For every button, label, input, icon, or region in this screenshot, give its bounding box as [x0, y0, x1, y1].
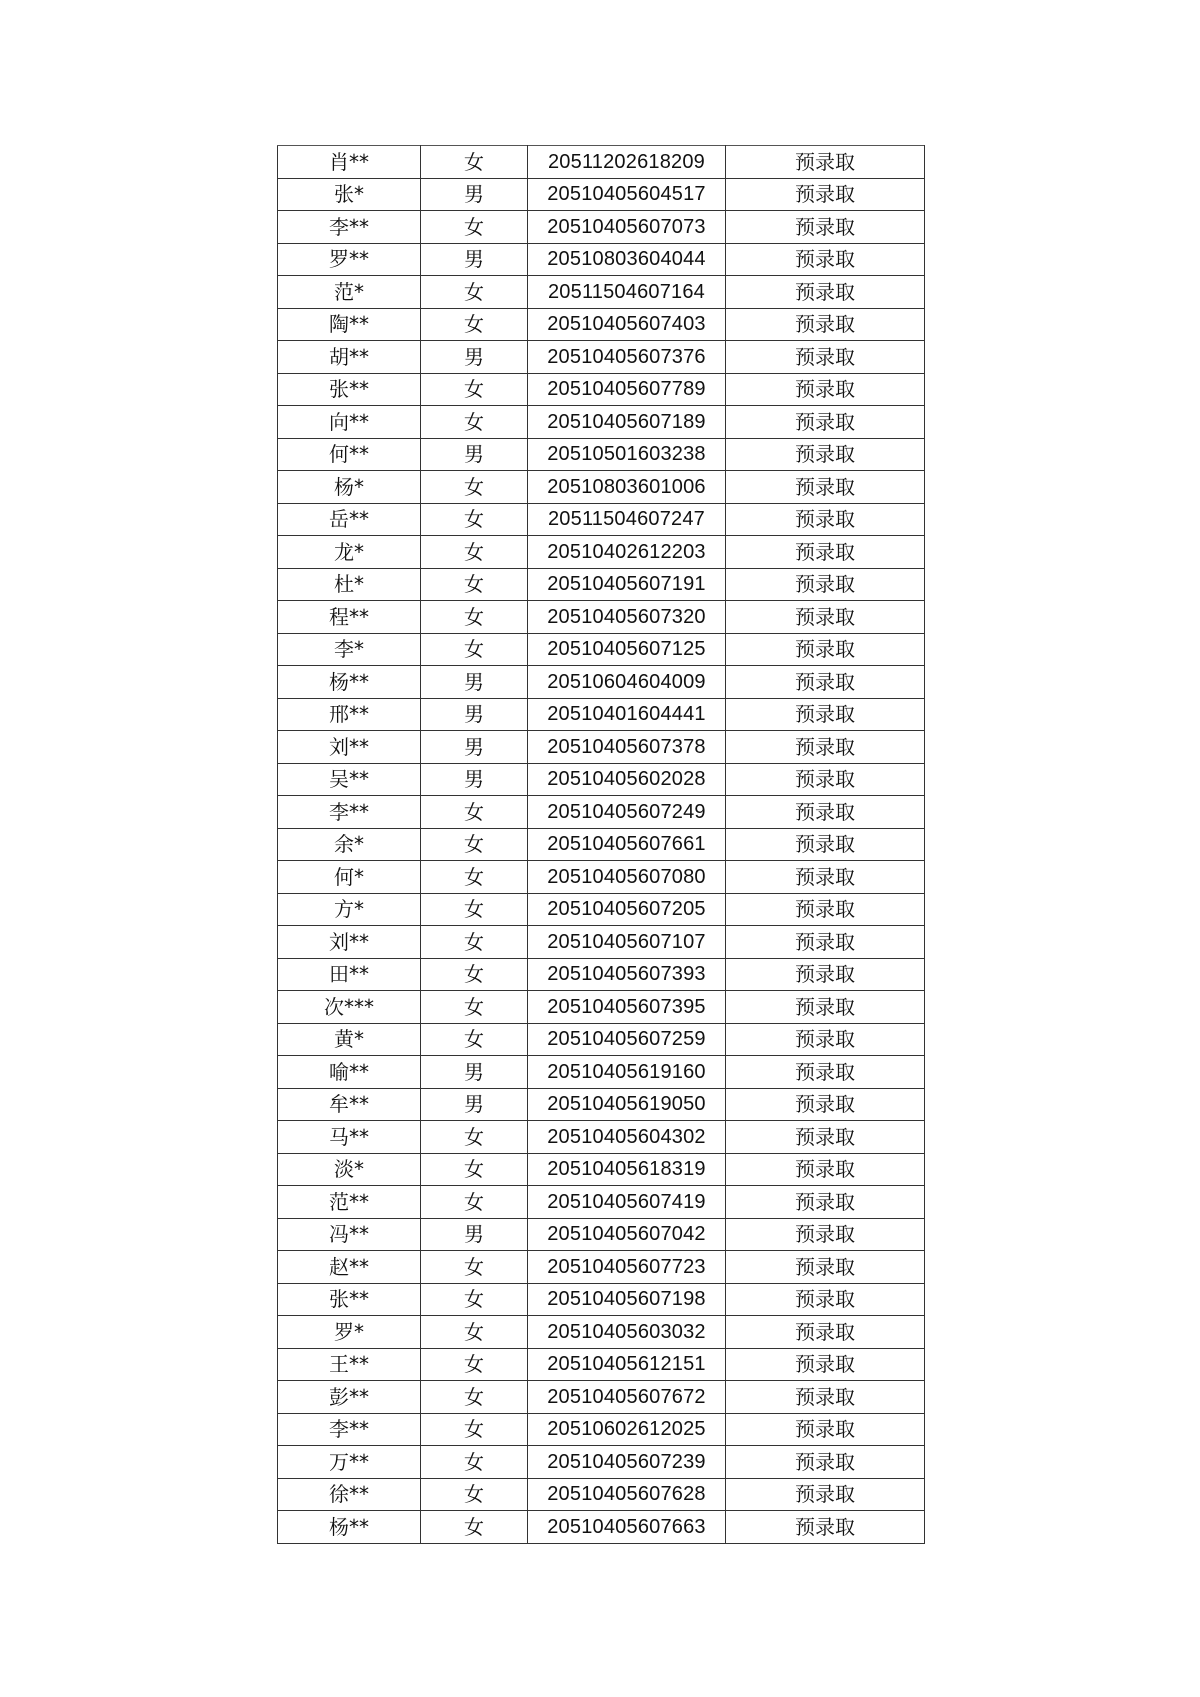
student-name-cell: 杨** [278, 1511, 421, 1544]
table-row [278, 1186, 925, 1219]
gender-cell: 女 [421, 861, 528, 894]
student-name-cell: 黄* [278, 1023, 421, 1056]
gender-cell: 女 [421, 991, 528, 1024]
candidate-number-cell: 20510803601006 [528, 471, 726, 504]
status-cell: 预录取 [726, 1283, 925, 1316]
gender-cell: 女 [421, 406, 528, 439]
gender-cell: 女 [421, 471, 528, 504]
status-cell: 预录取 [726, 568, 925, 601]
student-name-cell: 陶** [278, 308, 421, 341]
table-row [278, 276, 925, 309]
gender-cell: 女 [421, 601, 528, 634]
table-row [278, 341, 925, 374]
candidate-number-cell: 20510405607080 [528, 861, 726, 894]
candidate-number-cell: 20510405607395 [528, 991, 726, 1024]
student-name-cell: 李** [278, 1413, 421, 1446]
candidate-number-cell: 20510405607249 [528, 796, 726, 829]
gender-cell: 男 [421, 731, 528, 764]
student-name-cell: 牟** [278, 1088, 421, 1121]
student-name-cell: 冯** [278, 1218, 421, 1251]
status-cell: 预录取 [726, 926, 925, 959]
candidate-number-cell: 20510405619160 [528, 1056, 726, 1089]
table-row [278, 1056, 925, 1089]
table-row [278, 633, 925, 666]
table-row [278, 406, 925, 439]
student-name-cell: 范** [278, 1186, 421, 1219]
status-cell: 预录取 [726, 471, 925, 504]
candidate-number-cell: 20510405607320 [528, 601, 726, 634]
student-name-cell: 徐** [278, 1478, 421, 1511]
gender-cell: 男 [421, 438, 528, 471]
student-name-cell: 张** [278, 373, 421, 406]
gender-cell: 男 [421, 666, 528, 699]
status-cell: 预录取 [726, 1381, 925, 1414]
status-cell: 预录取 [726, 1023, 925, 1056]
table-row [278, 243, 925, 276]
admission-table [277, 145, 925, 1544]
student-name-cell: 李* [278, 633, 421, 666]
status-cell: 预录取 [726, 893, 925, 926]
candidate-number-cell: 20510405607042 [528, 1218, 726, 1251]
gender-cell: 女 [421, 1381, 528, 1414]
gender-cell: 女 [421, 633, 528, 666]
student-name-cell: 次*** [278, 991, 421, 1024]
gender-cell: 女 [421, 1283, 528, 1316]
student-name-cell: 刘** [278, 926, 421, 959]
student-name-cell: 余* [278, 828, 421, 861]
table-row [278, 601, 925, 634]
table-row [278, 308, 925, 341]
gender-cell: 男 [421, 341, 528, 374]
candidate-number-cell: 20510405607663 [528, 1511, 726, 1544]
gender-cell: 男 [421, 1088, 528, 1121]
gender-cell: 女 [421, 796, 528, 829]
candidate-number-cell: 20510604604009 [528, 666, 726, 699]
candidate-number-cell: 20510401604441 [528, 698, 726, 731]
student-name-cell: 杨** [278, 666, 421, 699]
student-name-cell: 方* [278, 893, 421, 926]
candidate-number-cell: 20510405607073 [528, 211, 726, 244]
table-row [278, 698, 925, 731]
student-name-cell: 马** [278, 1121, 421, 1154]
status-cell: 预录取 [726, 1121, 925, 1154]
status-cell: 预录取 [726, 731, 925, 764]
student-name-cell: 何* [278, 861, 421, 894]
student-name-cell: 李** [278, 211, 421, 244]
status-cell: 预录取 [726, 1511, 925, 1544]
admission-table-body [278, 146, 925, 1544]
table-row [278, 731, 925, 764]
status-cell: 预录取 [726, 1413, 925, 1446]
candidate-number-cell: 20510405607198 [528, 1283, 726, 1316]
candidate-number-cell: 20510405604302 [528, 1121, 726, 1154]
status-cell: 预录取 [726, 958, 925, 991]
candidate-number-cell: 20510405607376 [528, 341, 726, 374]
status-cell: 预录取 [726, 796, 925, 829]
gender-cell: 女 [421, 1446, 528, 1479]
table-row [278, 568, 925, 601]
status-cell: 预录取 [726, 178, 925, 211]
status-cell: 预录取 [726, 536, 925, 569]
candidate-number-cell: 20510405604517 [528, 178, 726, 211]
candidate-number-cell: 20510405607259 [528, 1023, 726, 1056]
status-cell: 预录取 [726, 991, 925, 1024]
student-name-cell: 刘** [278, 731, 421, 764]
student-name-cell: 罗** [278, 243, 421, 276]
table-row [278, 1218, 925, 1251]
candidate-number-cell: 20510405607239 [528, 1446, 726, 1479]
gender-cell: 女 [421, 536, 528, 569]
student-name-cell: 吴** [278, 763, 421, 796]
candidate-number-cell: 20510405607661 [528, 828, 726, 861]
student-name-cell: 肖** [278, 146, 421, 179]
candidate-number-cell: 20510405607628 [528, 1478, 726, 1511]
status-cell: 预录取 [726, 861, 925, 894]
status-cell: 预录取 [726, 601, 925, 634]
status-cell: 预录取 [726, 763, 925, 796]
status-cell: 预录取 [726, 633, 925, 666]
gender-cell: 女 [421, 893, 528, 926]
table-row [278, 796, 925, 829]
table-row [278, 146, 925, 179]
student-name-cell: 程** [278, 601, 421, 634]
gender-cell: 女 [421, 1251, 528, 1284]
gender-cell: 女 [421, 1186, 528, 1219]
candidate-number-cell: 20510501603238 [528, 438, 726, 471]
candidate-number-cell: 20510405607789 [528, 373, 726, 406]
student-name-cell: 向** [278, 406, 421, 439]
candidate-number-cell: 20510405607672 [528, 1381, 726, 1414]
table-row [278, 1088, 925, 1121]
table-row [278, 991, 925, 1024]
gender-cell: 男 [421, 1218, 528, 1251]
gender-cell: 女 [421, 276, 528, 309]
status-cell: 预录取 [726, 1186, 925, 1219]
gender-cell: 女 [421, 1121, 528, 1154]
table-row [278, 1283, 925, 1316]
gender-cell: 女 [421, 1153, 528, 1186]
gender-cell: 男 [421, 178, 528, 211]
table-row [278, 1478, 925, 1511]
status-cell: 预录取 [726, 406, 925, 439]
candidate-number-cell: 20510405607189 [528, 406, 726, 439]
status-cell: 预录取 [726, 1446, 925, 1479]
candidate-number-cell: 20510405612151 [528, 1348, 726, 1381]
table-row [278, 861, 925, 894]
student-name-cell: 田** [278, 958, 421, 991]
status-cell: 预录取 [726, 1478, 925, 1511]
table-row [278, 1413, 925, 1446]
gender-cell: 女 [421, 308, 528, 341]
candidate-number-cell: 20511504607247 [528, 503, 726, 536]
gender-cell: 女 [421, 828, 528, 861]
table-row [278, 536, 925, 569]
student-name-cell: 赵** [278, 1251, 421, 1284]
candidate-number-cell: 20510402612203 [528, 536, 726, 569]
student-name-cell: 张** [278, 1283, 421, 1316]
table-row [278, 1348, 925, 1381]
table-row [278, 471, 925, 504]
status-cell: 预录取 [726, 666, 925, 699]
student-name-cell: 何** [278, 438, 421, 471]
student-name-cell: 胡** [278, 341, 421, 374]
gender-cell: 男 [421, 1056, 528, 1089]
table-row [278, 828, 925, 861]
table-row [278, 1446, 925, 1479]
table-row [278, 1121, 925, 1154]
candidate-number-cell: 20510405607205 [528, 893, 726, 926]
status-cell: 预录取 [726, 211, 925, 244]
gender-cell: 女 [421, 958, 528, 991]
status-cell: 预录取 [726, 828, 925, 861]
status-cell: 预录取 [726, 1316, 925, 1349]
status-cell: 预录取 [726, 243, 925, 276]
gender-cell: 男 [421, 763, 528, 796]
table-row [278, 926, 925, 959]
candidate-number-cell: 20510602612025 [528, 1413, 726, 1446]
status-cell: 预录取 [726, 698, 925, 731]
student-name-cell: 杨* [278, 471, 421, 504]
table-row [278, 1023, 925, 1056]
gender-cell: 女 [421, 568, 528, 601]
status-cell: 预录取 [726, 308, 925, 341]
student-name-cell: 邢** [278, 698, 421, 731]
gender-cell: 女 [421, 926, 528, 959]
status-cell: 预录取 [726, 373, 925, 406]
student-name-cell: 李** [278, 796, 421, 829]
student-name-cell: 岳** [278, 503, 421, 536]
table-row [278, 958, 925, 991]
table-row [278, 666, 925, 699]
gender-cell: 女 [421, 1413, 528, 1446]
student-name-cell: 彭** [278, 1381, 421, 1414]
gender-cell: 女 [421, 1316, 528, 1349]
student-name-cell: 万** [278, 1446, 421, 1479]
gender-cell: 女 [421, 1511, 528, 1544]
candidate-number-cell: 20510405607378 [528, 731, 726, 764]
table-row [278, 503, 925, 536]
status-cell: 预录取 [726, 503, 925, 536]
table-row [278, 1316, 925, 1349]
gender-cell: 女 [421, 1478, 528, 1511]
candidate-number-cell: 20511504607164 [528, 276, 726, 309]
candidate-number-cell: 20510405602028 [528, 763, 726, 796]
table-row [278, 1251, 925, 1284]
student-name-cell: 王** [278, 1348, 421, 1381]
table-row [278, 1381, 925, 1414]
status-cell: 预录取 [726, 438, 925, 471]
gender-cell: 女 [421, 146, 528, 179]
table-row [278, 211, 925, 244]
table-row [278, 1511, 925, 1544]
candidate-number-cell: 20510803604044 [528, 243, 726, 276]
candidate-number-cell: 20511202618209 [528, 146, 726, 179]
table-row [278, 893, 925, 926]
gender-cell: 女 [421, 373, 528, 406]
table-row [278, 763, 925, 796]
status-cell: 预录取 [726, 1153, 925, 1186]
student-name-cell: 范* [278, 276, 421, 309]
candidate-number-cell: 20510405619050 [528, 1088, 726, 1121]
status-cell: 预录取 [726, 1218, 925, 1251]
candidate-number-cell: 20510405607419 [528, 1186, 726, 1219]
candidate-number-cell: 20510405607393 [528, 958, 726, 991]
gender-cell: 女 [421, 1023, 528, 1056]
table-row [278, 178, 925, 211]
student-name-cell: 龙* [278, 536, 421, 569]
status-cell: 预录取 [726, 1348, 925, 1381]
status-cell: 预录取 [726, 1056, 925, 1089]
table-row [278, 1153, 925, 1186]
student-name-cell: 淡* [278, 1153, 421, 1186]
student-name-cell: 喻** [278, 1056, 421, 1089]
student-name-cell: 杜* [278, 568, 421, 601]
candidate-number-cell: 20510405607191 [528, 568, 726, 601]
status-cell: 预录取 [726, 341, 925, 374]
status-cell: 预录取 [726, 1251, 925, 1284]
gender-cell: 男 [421, 243, 528, 276]
candidate-number-cell: 20510405603032 [528, 1316, 726, 1349]
gender-cell: 女 [421, 1348, 528, 1381]
student-name-cell: 罗* [278, 1316, 421, 1349]
gender-cell: 女 [421, 503, 528, 536]
status-cell: 预录取 [726, 146, 925, 179]
table-row [278, 373, 925, 406]
candidate-number-cell: 20510405607125 [528, 633, 726, 666]
status-cell: 预录取 [726, 276, 925, 309]
candidate-number-cell: 20510405618319 [528, 1153, 726, 1186]
candidate-number-cell: 20510405607723 [528, 1251, 726, 1284]
candidate-number-cell: 20510405607107 [528, 926, 726, 959]
status-cell: 预录取 [726, 1088, 925, 1121]
candidate-number-cell: 20510405607403 [528, 308, 726, 341]
gender-cell: 女 [421, 211, 528, 244]
table-row [278, 438, 925, 471]
student-name-cell: 张* [278, 178, 421, 211]
gender-cell: 男 [421, 698, 528, 731]
